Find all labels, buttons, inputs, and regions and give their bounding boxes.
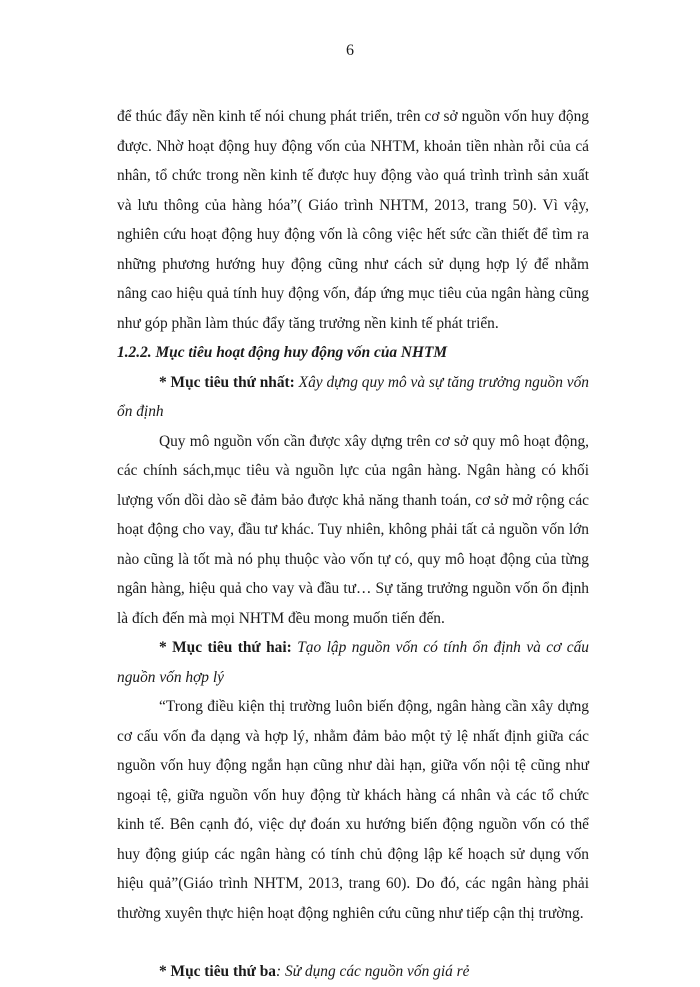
objective-2-title: Tạo lập nguồn vốn có tính ổn định và cơ cấu nguồn vốn hợp lý (117, 639, 589, 686)
document-body (117, 102, 589, 987)
objective-1-title: Xây dựng quy mô và sự tăng trưởng nguồn vốn ổn định (117, 373, 590, 420)
paragraph-gap (117, 928, 589, 957)
objective-3 (117, 957, 589, 987)
objective-3-title: : Sử dụng các nguồn vốn giá rẻ (275, 963, 470, 980)
intro-paragraph: để thúc đẩy nền kinh tế nói chung phát triển, trên cơ sở nguồn vốn huy động được. Nhờ hoạt động huy động vốn của NHTM, khoản tiền nhàn rỗi của cá nhân, tổ chức trong nền kinh tế được huy động vào quá trình trình sản xuất và lưu thông của hàng hóa”( Giáo trình NHTM, 2013, trang 50). Vì vậy, nghiên cứu hoạt động huy động vốn là công việc hết sức cần thiết để tìm ra những phương hướng huy động cũng như cách sử dụng hợp lý để nhằm nâng cao hiệu quả tính huy động vốn, đáp ứng mục tiêu của ngân hàng cũng như góp phần làm thúc đẩy tăng trưởng nền kinh tế phát triển. (117, 108, 589, 332)
section-heading: 1.2.2. Mục tiêu hoạt động huy động vốn của NHTM (117, 344, 448, 361)
objective-1-paragraph: Quy mô nguồn vốn cần được xây dựng trên cơ sở quy mô hoạt động, các chính sách,mục tiêu và nguồn lực của ngân hàng. Ngân hàng có khối lượng vốn dồi dào sẽ đảm bảo được khả năng thanh toán, cơ sở mở rộng các hoạt động cho vay, đầu tư khác. Tuy nhiên, không phải tất cả nguồn vốn lớn nào cũng là tốt mà nó phụ thuộc vào vốn tự có, quy mô hoạt động của từng ngân hàng, hiệu quả cho vay và đầu tư… Sự tăng trưởng nguồn vốn ổn định là đích đến mà mọi NHTM đều mong muốn tiến đến. (117, 432, 589, 627)
page-number: 6 (346, 42, 354, 59)
objective-3-label: * Mục tiêu thứ ba (159, 963, 276, 980)
objective-1 (117, 368, 589, 427)
objective-2-label: * Mục tiêu thứ hai: (159, 639, 292, 656)
objective-1-label: * Mục tiêu thứ nhất: (159, 373, 295, 391)
objective-2-paragraph: “Trong điều kiện thị trường luôn biến động, ngân hàng cần xây dựng cơ cấu vốn đa dạng và hợp lý, nhằm đảm bảo một tỷ lệ nhất định giữa các nguồn vốn huy động ngắn hạn cũng như dài hạn, giữa vốn nội tệ cũng như ngoại tệ, giữa nguồn vốn huy động từ khách hàng cá nhân và các tổ chức kinh tế. Bên cạnh đó, việc dự đoán xu hướng biến động nguồn vốn có thể huy động giúp các ngân hàng có tính chủ động lập kế hoạch sử dụng vốn hiệu quả”(Giáo trình NHTM, 2013, trang 60). Do đó, các ngân hàng phải thường xuyên thực hiện hoạt động nghiên cứu cũng như tiếp cận thị trường. (117, 698, 589, 922)
objective-2 (117, 633, 589, 692)
